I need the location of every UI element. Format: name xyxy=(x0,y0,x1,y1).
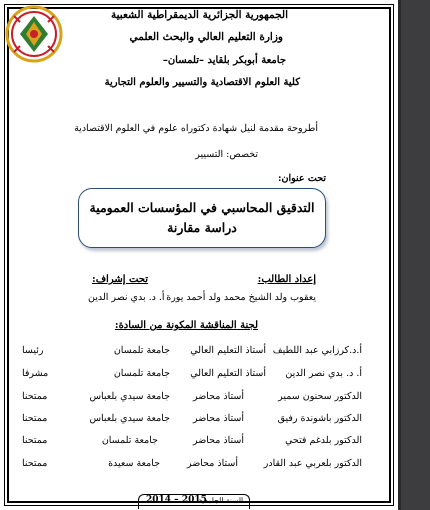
member-university: جامعة تلمسان xyxy=(113,368,170,379)
supervisor-name: أ. د. بدي نصر الدين xyxy=(88,292,165,303)
member-role: رئيسا xyxy=(22,345,44,356)
member-rank: أستاذ محاضر xyxy=(192,413,244,424)
header-republic: الجمهورية الجزائرية الديمقراطية الشعبية xyxy=(110,9,288,21)
member-name: الدكتور بلدغم فتحي xyxy=(285,435,362,446)
member-rank: أستاذ محاضر xyxy=(192,391,244,402)
member-name: الدكتور سحنون سمير xyxy=(278,391,362,402)
viewer-panel-edge xyxy=(398,0,401,510)
member-role: ممتحنا xyxy=(22,458,48,469)
member-university: جامعة سيدي بلعباس xyxy=(89,413,170,424)
member-name: أ.د.كرزابي عبد اللطيف xyxy=(272,345,362,356)
member-role: مشرفا xyxy=(22,368,49,379)
student-label: إعداد الطالب: xyxy=(257,274,316,285)
title-label: تحت عنوان: xyxy=(278,173,326,184)
title-box xyxy=(78,188,326,248)
member-role: ممتحنا xyxy=(22,435,48,446)
member-rank: أستاذ التعليم العالي xyxy=(190,345,266,356)
academic-year: 2014 – 2015 xyxy=(146,495,207,505)
member-university: جامعة تلمسان xyxy=(101,435,158,446)
university-logo xyxy=(4,4,64,64)
student-name: يعقوب ولد الشيخ محمد ولد أحمد يورة xyxy=(166,292,316,303)
header-university: جامعة أبوبكر بلقايد –تلمسان– xyxy=(162,55,286,66)
academic-year-label: السنة الجامعية xyxy=(198,496,244,505)
header-ministry: وزارة التعليم العالي والبحث العلمي xyxy=(129,31,283,43)
supervisor-label: تحت إشراف: xyxy=(92,274,149,285)
thesis-title: التدقيق المحاسبي في المؤسسات العمومية xyxy=(89,200,315,215)
member-name: أ. د. بدي نصر الدين xyxy=(285,368,362,379)
member-rank: أستاذ التعليم العالي xyxy=(190,368,266,379)
thesis-degree: أطروحة مقدمة لنيل شهادة دكتوراه علوم في العلوم الاقتصادية xyxy=(74,123,318,134)
thesis-specialty: تخصص: التسيير xyxy=(195,149,258,160)
viewer-side-panel xyxy=(398,0,430,510)
committee-label: لجنة المناقشة المكونة من السادة: xyxy=(114,320,258,331)
member-name: الدكتور بلعربي عبد القادر xyxy=(263,458,362,469)
member-university: جامعة تلمسان xyxy=(113,345,170,356)
header-faculty: كلية العلوم الاقتصادية والتسيير والعلوم التجارية xyxy=(104,77,300,88)
member-rank: أستاذ محاضر xyxy=(192,435,244,446)
member-name: الدكتور باشوندة رفيق xyxy=(277,413,362,424)
member-role: ممتحنا xyxy=(22,413,48,424)
member-university: جامعة سيدي بلعباس xyxy=(89,391,170,402)
member-role: ممتحنا xyxy=(22,391,48,402)
member-rank: أستاذ محاضر xyxy=(186,458,238,469)
member-university: جامعة سعيدة xyxy=(108,458,160,469)
thesis-subtitle: دراسة مقارنة xyxy=(167,220,237,235)
